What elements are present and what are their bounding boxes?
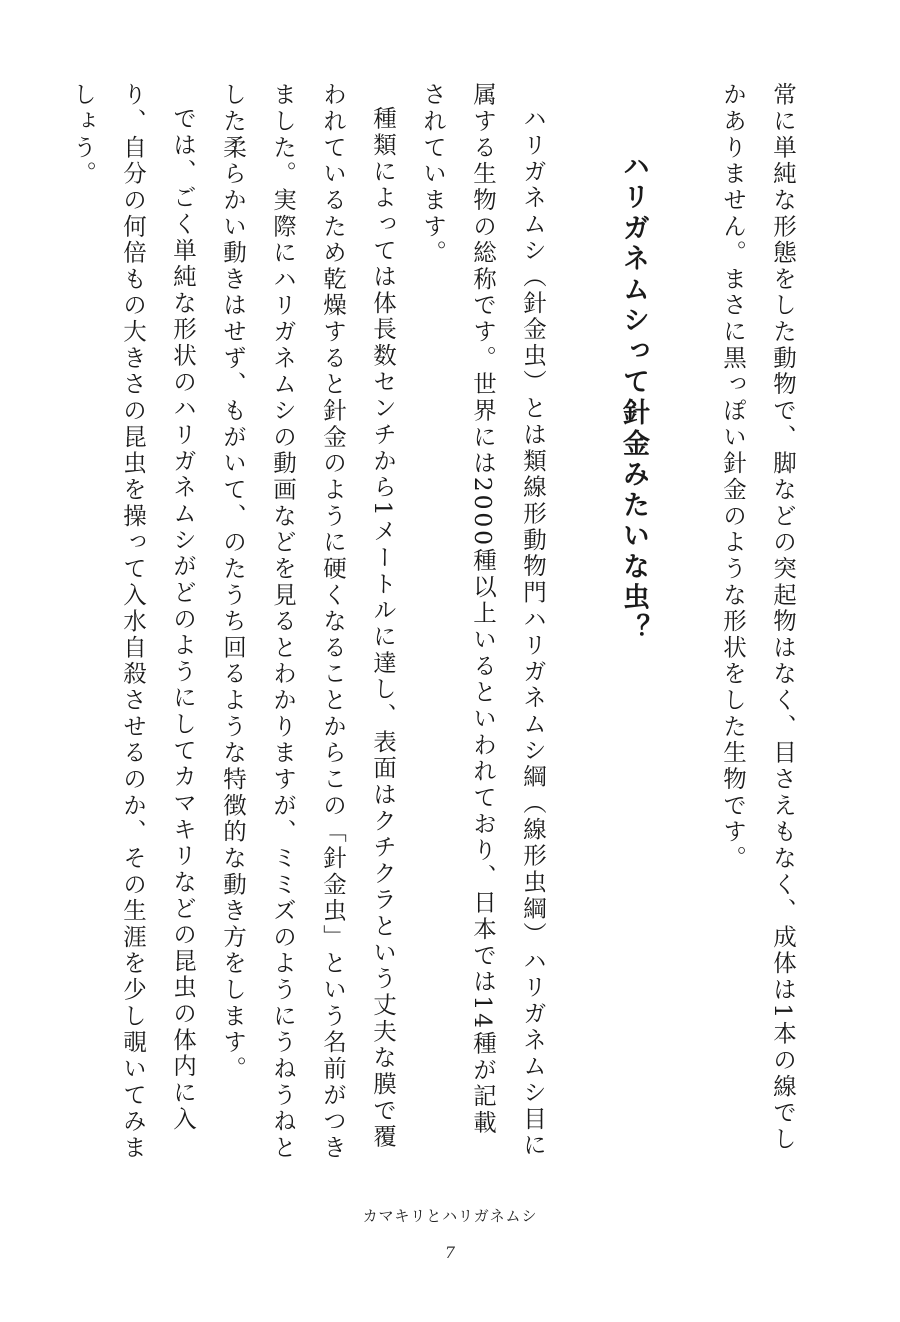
body-paragraph-1: 常に単純な形態をした動物で、脚などの突起物はなく、目さえもなく、成体は1本の線でしかありません。まさに黒っぽい針金のような形状をした生物です。 (719, 82, 797, 1153)
running-title: カマキリとハリガネムシ (362, 1207, 538, 1225)
section-heading: ハリガネムシって針金みたいな虫？ (618, 152, 649, 645)
page-number: 7 (444, 1243, 456, 1262)
body-paragraph-4: では、ごく単純な形状のハリガネムシがどのようにしてカマキリなどの昆虫の体内に入り、自分の何倍もの大きさの昆虫を操って入水自殺させるのか、その生涯を少し覗いてみましょう。 (69, 82, 197, 1162)
body-paragraph-2: ハリガネムシ（針金虫）とは類線形動物門ハリガネムシ綱（線形虫綱）ハリガネムシ目に属する生物の総称です。世界には2000種以上いるといわれており、日本では14種が記載されています。 (419, 82, 547, 1159)
body-paragraph-3: 種類によっては体長数センチから1メートルに達し、表面はクチクラという丈夫な膜で覆われているため乾燥すると針金のように硬くなることからこの「針金虫」という名前がつきました。実際にハリガネムシの動画などを見るとわかりますが、ミミズのようにうねうねとした柔らかい動きはせず、もがいて、のたうち回るような特徴的な動き方をします。 (219, 82, 397, 1162)
vertical-text-body (58, 82, 808, 1162)
